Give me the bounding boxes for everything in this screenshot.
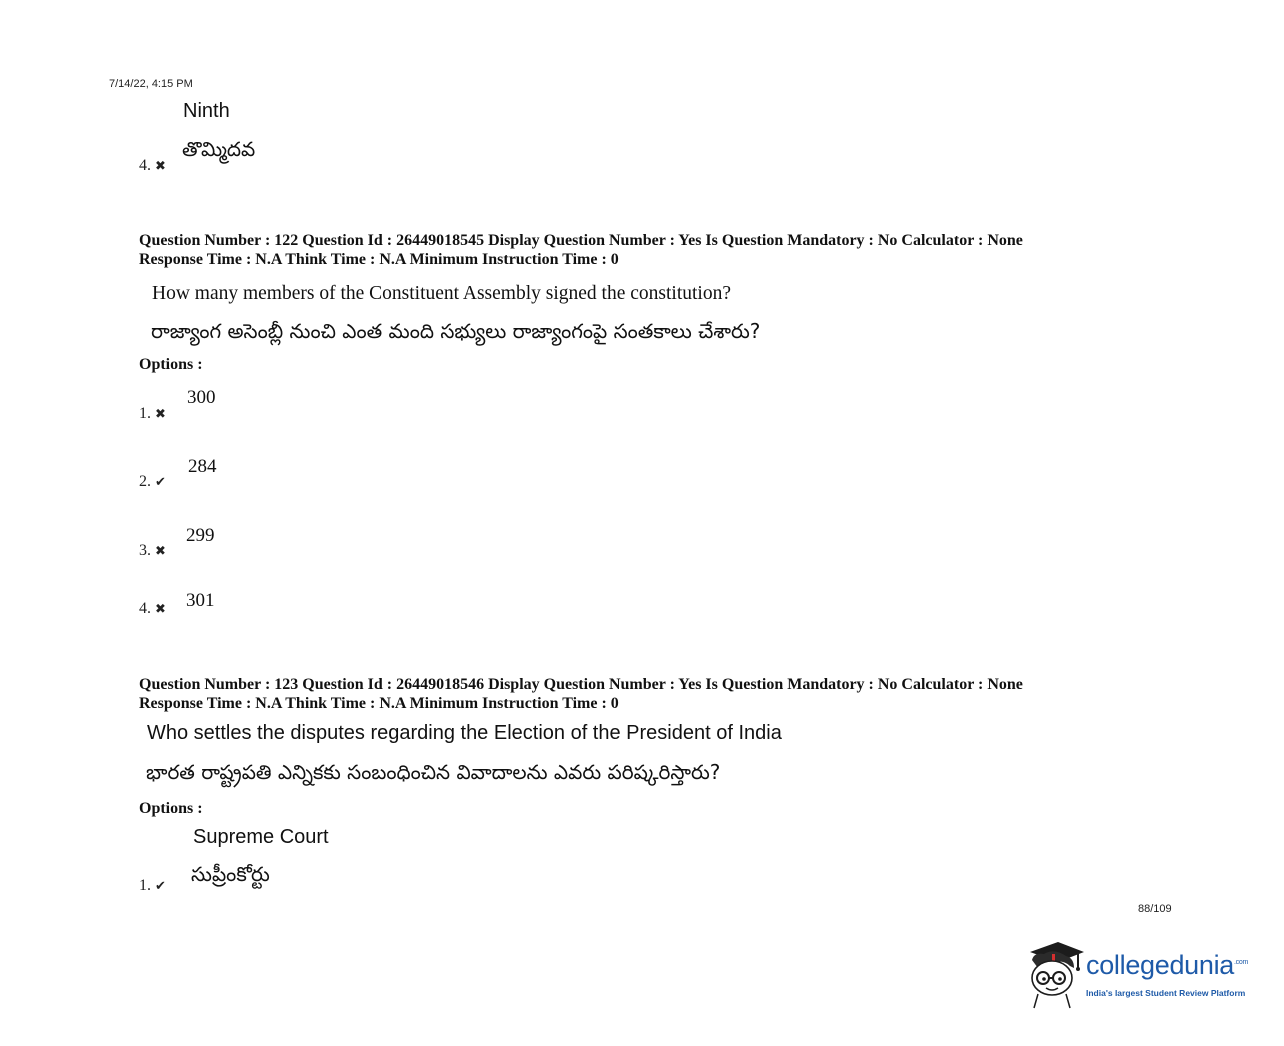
question-122-text-en: How many members of the Constituent Assembly signed the constitution? [152,283,731,304]
option-marker [139,600,166,618]
option-marker [139,405,166,423]
option-number: 4. [139,600,151,617]
option-number: 1. [139,877,151,894]
logo-wordmark [1086,950,1248,981]
option-marker [139,542,166,560]
option-text: 284 [188,456,217,477]
correct-mark-icon: ✔ [155,879,166,894]
option-text-te: సుప్రీంకోర్టు [191,862,270,886]
timestamp: 7/14/22, 4:15 PM [109,78,193,90]
option-number: 2. [139,473,151,490]
wrong-mark-icon: ✖ [155,544,166,559]
wrong-mark-icon: ✖ [155,159,166,174]
option-marker [139,473,166,491]
logo-tagline: India's largest Student Review Platform [1086,988,1246,998]
prev-option-marker [139,157,166,175]
correct-mark-icon: ✔ [155,475,166,490]
wrong-mark-icon: ✖ [155,407,166,422]
wrong-mark-icon: ✖ [155,602,166,617]
option-text: 301 [186,590,215,611]
question-123-text-en: Who settles the disputes regarding the Election of the President of India [147,722,782,744]
prev-option-text-te: తొమ్మిదవ [182,137,256,161]
option-text: 299 [186,525,215,546]
question-123-meta-line2: Response Time : N.A Think Time : N.A Minimum Instruction Time : 0 [139,695,619,712]
option-text-en: Supreme Court [193,826,329,848]
logo-dotcom: .com [1234,959,1249,966]
logo-name: collegedunia [1086,950,1235,980]
student-mascot-icon [1024,938,1086,1010]
question-122-meta-line2: Response Time : N.A Think Time : N.A Minimum Instruction Time : 0 [139,251,619,268]
collegedunia-logo [1024,938,1256,1010]
options-label: Options : [139,356,203,373]
question-122-meta-line1: Question Number : 122 Question Id : 26449018545 Display Question Number : Yes Is Question Mandatory : No Calculator : None [139,232,1023,249]
question-122-text-te: రాజ్యాంగ అసెంబ్లీ నుంచి ఎంత మంది సభ్యులు రాజ్యాంగంపై సంతకాలు చేశారు? [151,319,761,343]
options-label: Options : [139,800,203,817]
option-text: 300 [187,387,216,408]
prev-option-text-en: Ninth [183,100,230,122]
option-number: 3. [139,542,151,559]
question-123-meta-line1: Question Number : 123 Question Id : 26449018546 Display Question Number : Yes Is Question Mandatory : No Calculator : None [139,676,1023,693]
question-123-text-te: భారత రాష్ట్రపతి ఎన్నికకు సంబంధించిన వివాదాలను ఎవరు పరిష్కరిస్తారు? [146,760,721,784]
option-marker [139,877,166,895]
option-number: 4. [139,157,151,174]
page-number: 88/109 [1138,903,1172,915]
option-number: 1. [139,405,151,422]
